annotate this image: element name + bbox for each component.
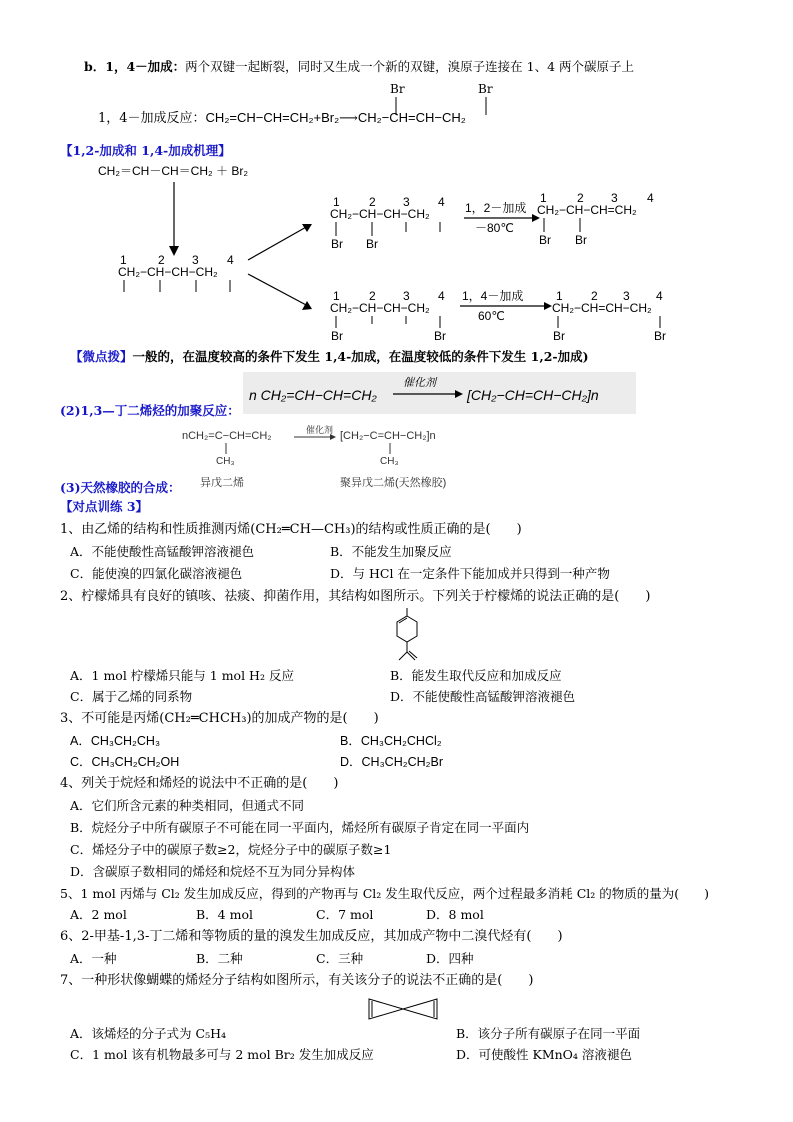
iso-rhs: [CH₂−C=CH−CH₂]n [340,430,436,442]
hw-cond: 催化剂 [403,377,436,389]
q1-option-a[interactable]: A．不能使酸性高锰酸钾溶液褪色 [70,544,255,559]
q7-option-d[interactable]: D．可使酸性 KMnO₄ 溶液褪色 [456,1047,632,1062]
q4-option-c[interactable]: C．烯烃分子中的碳原子数≥2，烷烃分子中的碳原子数≥1 [70,842,392,857]
p12-n1: 1 [540,191,547,205]
butterfly-structure [366,996,440,1022]
p14-product: CH₂−CH=CH−CH₂ [552,301,652,315]
q5-stem: 5、1 mol 丙烯与 Cl₂ 发生加成反应，得到的产物再与 Cl₂ 发生取代反应，两个过程最多消耗 Cl₂ 的物质的量为( ) [60,886,710,901]
section2-title: (2)1,3—丁二烯烃的加聚反应： [60,403,240,418]
center-n1: 1 [120,253,127,267]
up-n2: 2 [369,195,376,209]
lo-n2: 2 [369,289,376,303]
isoprene-equation [182,424,482,494]
q7-option-b[interactable]: B．该分子所有碳原子在同一平面 [456,1026,641,1041]
up-n4: 4 [438,195,445,209]
limonene-structure [390,606,430,666]
q5-option-a[interactable]: A．2 mol [70,907,127,922]
q3-option-d[interactable]: D．CH₃CH₂CH₂Br [340,755,443,769]
center-chain: CH₂−CH−CH−CH₂ [118,265,218,279]
down-arrow-head [169,246,179,256]
reaction-label: 1，4－加成反应： [98,111,206,126]
p12-br1: Br [539,233,551,247]
q6-option-c[interactable]: C．三种 [316,951,364,966]
q3-option-a[interactable]: A．CH₃CH₂CH₃ [70,734,161,748]
q6-option-a[interactable]: A．一种 [70,951,117,966]
mechanism-diagram [100,176,700,346]
q4-stem: 4、列关于烷烃和烯烃的说法中不正确的是( ) [60,776,339,791]
q6-option-d[interactable]: D．四种 [426,951,474,966]
section3-title: (3)天然橡胶的合成： [60,480,181,495]
q6-option-b[interactable]: B．二种 [196,951,243,966]
p12-n3: 3 [611,191,618,205]
iso-name-right: 聚异戊二烯(天然橡胶) [340,477,447,489]
p14-n4: 4 [656,289,663,303]
arrow-down-right [248,274,308,306]
q3-option-c[interactable]: C．CH₃CH₂CH₂OH [70,755,180,769]
lo-chain: CH₂−CH−CH−CH₂ [330,301,430,315]
hw-rhs: [CH₂−CH=CH−CH₂]n [467,387,599,403]
up-n1: 1 [333,195,340,209]
iso-name-left: 异戊二烯 [200,477,244,489]
temp-14: 60℃ [478,309,505,323]
br-top-2: Br [478,82,493,96]
label-12: 1，2－加成 [465,201,527,215]
q7-option-a[interactable]: A．该烯烃的分子式为 C₅H₄ [70,1026,226,1041]
q2-option-a[interactable]: A．1 mol 柠檬烯只能与 1 mol H₂ 反应 [70,668,294,683]
q2-option-d[interactable]: D．不能使酸性高锰酸钾溶液褪色 [390,689,576,704]
q3-stem: 3、不可能是丙烯(CH₂═CHCH₃)的加成产物的是( ) [60,711,379,726]
reaction-lhs: CH₂=CH−CH=CH₂+Br₂ [205,110,340,125]
up-chain: CH₂−CH−CH−CH₂ [330,207,430,221]
p12-n4: 4 [647,191,654,205]
br-top-1: Br [390,82,405,96]
arrow-up-right [248,226,308,260]
up-n3: 3 [403,195,410,209]
q1-option-c[interactable]: C．能使溴的四氯化碳溶液褪色 [70,566,243,581]
center-n4: 4 [227,253,234,267]
q2-option-b[interactable]: B．能发生取代反应和加成反应 [390,668,562,683]
training-title: 【对点训练 3】 [60,499,149,514]
lo-br1: Br [331,329,343,343]
q1-option-b[interactable]: B．不能发生加聚反应 [330,544,452,559]
lo-n4: 4 [438,289,445,303]
up-br1: Br [331,237,343,251]
q5-option-c[interactable]: C．7 mol [316,907,374,922]
p14-n3: 3 [623,289,630,303]
up-br2: Br [366,237,378,251]
tip-label: 【微点拨】 [70,349,133,364]
b-text: 两个双键一起断裂，同时又生成一个新的双键，溴原子连接在 1、4 两个碳原子上 [185,59,634,74]
label-14: 1，4－加成 [462,289,524,303]
p14-br2: Br [654,329,666,343]
hw-lhs: n CH₂=CH−CH=CH₂ [249,387,377,403]
reaction-arrow: ⟶ [339,111,358,126]
iso-lhs: nCH₂=C−CH=CH₂ [182,430,272,442]
p14-n1: 1 [556,289,563,303]
center-n2: 2 [158,253,165,267]
q4-option-b[interactable]: B．烷烃分子中所有碳原子不可能在同一平面内，烯烃所有碳原子肯定在同一平面内 [70,820,530,835]
b-line [84,58,634,76]
p14-br1: Br [553,329,565,343]
q7-option-c[interactable]: C．1 mol 该有机物最多可与 2 mol Br₂ 发生加成反应 [70,1047,374,1062]
p12-product: CH₂−CH−CH=CH₂ [537,203,637,217]
mechanism-start: CH₂＝CH－CH＝CH₂ ＋ Br₂ [98,164,248,178]
reaction-rhs: CH₂−CH=CH−CH₂ [357,110,466,125]
tip-text: 一般的，在温度较高的条件下发生 1,4-加成，在温度较低的条件下发生 1,2-加成) [132,349,589,364]
q5-option-d[interactable]: D．8 mol [426,907,484,922]
tip-line [70,348,589,366]
mechanism-title: 【1,2-加成和 1,4-加成机理】 [60,143,231,158]
handwritten-equation [243,372,636,414]
lo-n3: 3 [403,289,410,303]
q4-option-d[interactable]: D．含碳原子数相同的烯烃和烷烃不互为同分异构体 [70,864,356,879]
q1-stem: 1、由乙烯的结构和性质推测丙烯(CH₂═CH—CH₃)的结构或性质正确的是( ) [60,522,522,537]
q3-option-b[interactable]: B．CH₃CH₂CHCl₂ [340,734,442,748]
b-label: b．1，4－加成： [84,59,186,74]
q2-option-c[interactable]: C．属于乙烯的同系物 [70,689,193,704]
handwritten-svg [243,372,636,414]
q5-option-b[interactable]: B．4 mol [196,907,253,922]
q6-stem: 6、2-甲基-1,3-丁二烯和等物质的量的溴发生加成反应，其加成产物中二溴代烃有( ) [60,929,563,944]
q2-stem: 2、柠檬烯具有良好的镇咳、祛痰、抑菌作用，其结构如图所示。下列关于柠檬烯的说法正确的是( ) [60,589,651,604]
lo-br2: Br [434,329,446,343]
iso-cond: 催化剂 [306,425,334,435]
q7-stem: 7、一种形状像蝴蝶的烯烃分子结构如图所示，有关该分子的说法不正确的是( ) [60,973,534,988]
iso-ch3-left: CH₃ [216,456,235,467]
center-n3: 3 [192,253,199,267]
p12-br2: Br [575,233,587,247]
q4-option-a[interactable]: A．它们所含元素的种类相同，但通式不同 [70,798,305,813]
lo-n1: 1 [333,289,340,303]
iso-ch3-right: CH₃ [380,456,399,467]
temp-12: －80℃ [475,221,514,235]
reaction-line [98,109,466,128]
p12-n2: 2 [577,191,584,205]
p14-n2: 2 [591,289,598,303]
q1-option-d[interactable]: D．与 HCl 在一定条件下能加成并只得到一种产物 [330,566,610,581]
